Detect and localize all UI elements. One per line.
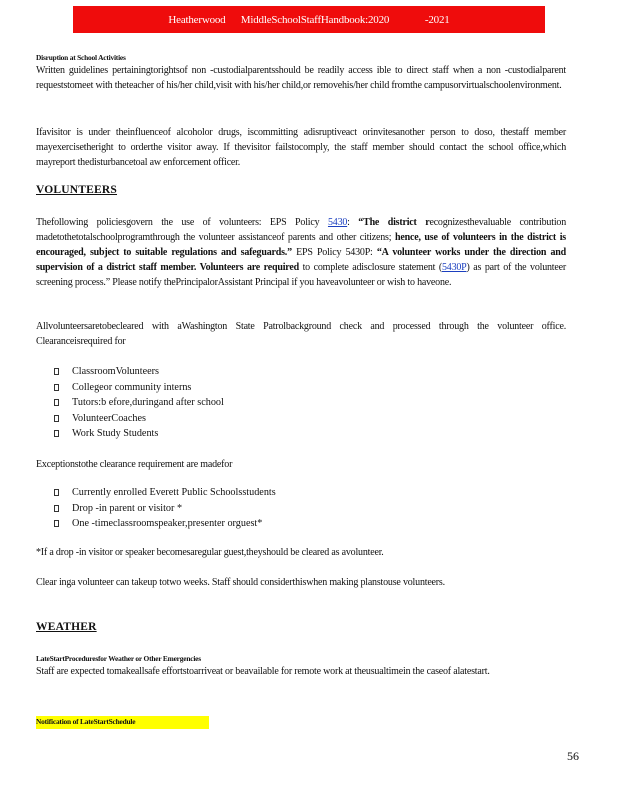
weather-title-wrap (36, 621, 566, 633)
volunteers-policy-block (36, 215, 566, 290)
notification-heading: Notification of LateStartSchedule (36, 716, 209, 729)
volunteers-p1-start: Thefollowing policiesgovern the use of volunteers: EPS Policy (36, 217, 320, 228)
notification-block (36, 711, 566, 729)
checkbox-bullet-icon (54, 399, 59, 406)
policy-5430p-link[interactable]: 5430P (441, 262, 467, 273)
list-item: Tutors:b efore,duringand after school (36, 395, 566, 411)
clearance-list-wrap (36, 364, 566, 442)
drop-in-footnote: *If a drop -in visitor or speaker becomesaregular guest,theyshould be cleared as avolunteer. (36, 547, 384, 558)
header-school-name: Heatherwood (168, 13, 226, 26)
list-item: Currently enrolled Everett Public Schoolsstudents (36, 485, 566, 501)
checkbox-bullet-icon (54, 489, 59, 496)
list-item: ClassroomVolunteers (36, 364, 566, 380)
footnote-block (36, 545, 566, 560)
clearing-time-para: Clear inga volunteer can takeup totwo weeks. Staff should considerthiswhen making planstouse volunteers. (36, 577, 445, 588)
list-item: One -timeclassroomspeaker,presenter orguest* (36, 516, 566, 532)
volunteers-quote1-rest: ecognizesthevaluable contribution madetothetotalschoolprogramthrough the volunteer assistanceof parents and other citizens; (36, 217, 566, 243)
volunteers-policy-para (36, 215, 566, 290)
weather-title: WEATHER (36, 621, 97, 633)
late-start-heading: LateStartProceduresfor Weather or Other Emergencies (36, 654, 201, 663)
exceptions-block (36, 457, 566, 472)
checkbox-bullet-icon (54, 430, 59, 437)
exceptions-list (36, 485, 566, 532)
volunteers-p2-start: EPS Policy 5430P: (296, 247, 373, 258)
header-year: -2021 (424, 13, 450, 26)
volunteers-p2-after: ) as part of the volunteer screening process.” Please notify thePrincipalorAssistant Principal if you haveavolunteer or wish to haveone. (36, 262, 566, 288)
volunteers-quote1-bold: hence, use of volunteers in the district is encouraged, subject to suitable regulations and safeguards.” (36, 232, 566, 258)
volunteers-p2-mid: to complete adisclosure statement ( (302, 262, 442, 273)
clearing-time-block (36, 575, 506, 590)
volunteers-quote2: “A volunteer works under the direction and supervision of a district staff member. Volunteers are required (36, 247, 566, 273)
checkbox-bullet-icon (54, 415, 59, 422)
exceptions-list-wrap (36, 485, 566, 532)
disruption-para-2: Ifavisitor is under theinfluenceof alcoholor drugs, iscommitting adisruptiveact orinvitesanother person to doso, thestaff member mayexercisetheright to orderthe visitor away. If thevisitor failstocomply, the staff member should contact the school office,which mayreport thedisturbancetoal aw enforcement officer. (36, 127, 566, 168)
header-title: MiddleSchoolStaffHandbook:2020 (240, 13, 390, 26)
volunteers-quote1-start: “The district r (358, 217, 430, 228)
checkbox-bullet-icon (54, 384, 59, 391)
disruption-section (36, 53, 566, 93)
weather-block (36, 654, 566, 679)
disruption-section-2 (36, 125, 566, 170)
clearance-para: Allvolunteersaretobecleared with aWashington State Patrolbackground check and processed through the volunteer office. Clearanceisrequired for (36, 321, 566, 347)
clearance-block (36, 319, 566, 349)
disruption-para-1: Written guidelines pertainingtorightsof non -custodialparentsshould be readily access ible to direct staff when a non -custodialparent requeststomeet with theteacher of his/her child,visit with his/her child,or removehis/her child fromthe campusorvirtualschoolenvironment. (36, 65, 566, 91)
checkbox-bullet-icon (54, 520, 59, 527)
list-item: Drop -in parent or visitor * (36, 501, 566, 517)
disruption-heading: Disruption at School Activities (36, 53, 126, 62)
late-start-para: Staff are expected tomakeallsafe effortstoarriveat or beavailable for remote work at theusualtimein the caseof alatestart. (36, 666, 490, 677)
list-item: Collegeor community interns (36, 380, 566, 396)
list-item: VolunteerCoaches (36, 411, 566, 427)
checkbox-bullet-icon (54, 505, 59, 512)
volunteers-title: VOLUNTEERS (36, 184, 118, 196)
checkbox-bullet-icon (54, 368, 59, 375)
volunteers-section-title-wrap (36, 184, 566, 196)
page-number: 56 (567, 749, 579, 763)
volunteers-p1-after-link: : (347, 217, 359, 228)
handbook-header-bar (73, 6, 545, 33)
policy-5430-link[interactable]: 5430 (327, 217, 348, 228)
list-item: Work Study Students (36, 426, 566, 442)
exceptions-intro: Exceptionstothe clearance requirement are madefor (36, 459, 233, 470)
clearance-list (36, 364, 566, 442)
